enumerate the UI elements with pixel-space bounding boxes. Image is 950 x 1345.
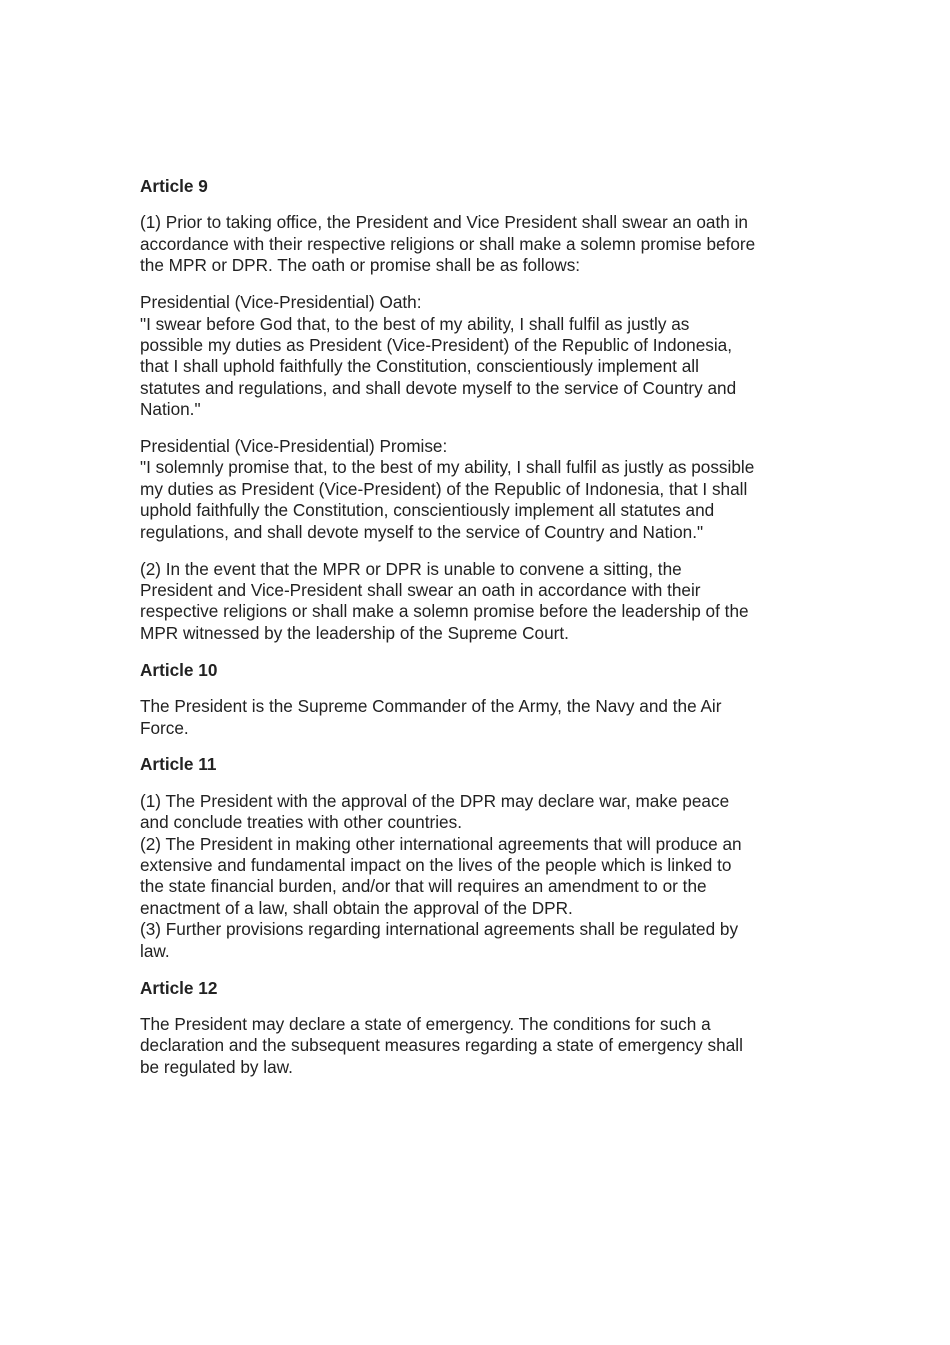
text-line: respective religions or shall make a solemn promise before the leadership of the [140,601,749,622]
text-line: President and Vice-President shall swear an oath in accordance with their [140,580,701,600]
text-line: enactment of a law, shall obtain the approval of the DPR. [140,897,573,918]
text-line: possible my duties as President (Vice-President) of the Republic of Indonesia, [140,334,733,355]
text-line: the state financial burden, and/or that will requires an amendment to or the [140,876,707,897]
text-line: the MPR or DPR. The oath or promise shall be as follows: [140,255,581,276]
article-12-heading: Article 12 [140,977,218,998]
text-line: (2) In the event that the MPR or DPR is unable to convene a sitting, the [140,558,682,579]
text-line: Nation." [140,399,201,420]
text-line: extensive and fundamental impact on the lives of the people which is linked to [140,855,732,876]
text-line: (2) The President in making other international agreements that will produce an [140,833,742,854]
text-line: (1) Prior to taking office, the President and Vice President shall swear an oath in [140,212,748,233]
text-line: (3) Further provisions regarding international agreements shall be regulated by [140,919,739,940]
article-9-oath [140,292,820,420]
text-line: The President is the Supreme Commander of the Army, the Navy and the Air [140,696,722,717]
article-12-paragraph [140,1014,820,1078]
text-line: accordance with their respective religions or shall make a solemn promise before [140,233,756,254]
article-9-paragraph-1 [140,212,820,276]
text-line: statutes and regulations, and shall devote myself to the service of Country and [140,377,737,398]
article-11-heading: Article 11 [140,754,217,775]
text-line: MPR witnessed by the leadership of the Supreme Court. [140,622,569,643]
text-line: and conclude treaties with other countries. [140,812,462,833]
text-line: my duties as President (Vice-President) of the Republic of Indonesia, that I shall [140,478,748,499]
text-line: that I shall uphold faithfully the Constitution, conscientiously implement all [140,356,699,377]
document-page [140,176,820,1094]
text-line: uphold faithfully the Constitution, conscientiously implement all statutes and [140,500,715,521]
article-10-paragraph [140,696,820,739]
text-line: declaration and the subsequent measures regarding a state of emergency shall [140,1035,743,1056]
text-line: The President may declare a state of emergency. The conditions for such a [140,1014,711,1034]
promise-label: Presidential (Vice-Presidential) Promise: [140,436,448,457]
text-line: be regulated by law. [140,1056,293,1077]
article-9-heading: Article 9 [140,176,208,196]
article-11-paragraph [140,791,820,962]
text-line: Force. [140,717,189,738]
text-line: (1) The President with the approval of the DPR may declare war, make peace [140,790,730,811]
article-10-heading: Article 10 [140,659,218,680]
text-line: "I swear before God that, to the best of my ability, I shall fulfil as justly as [140,313,690,334]
text-line: regulations, and shall devote myself to the service of Country and Nation." [140,521,704,542]
article-9-promise [140,436,820,543]
text-line: "I solemnly promise that, to the best of my ability, I shall fulfil as justly as possible [140,457,755,478]
text-line: law. [140,940,170,961]
oath-label: Presidential (Vice-Presidential) Oath: [140,292,422,313]
article-9-paragraph-2 [140,559,820,645]
